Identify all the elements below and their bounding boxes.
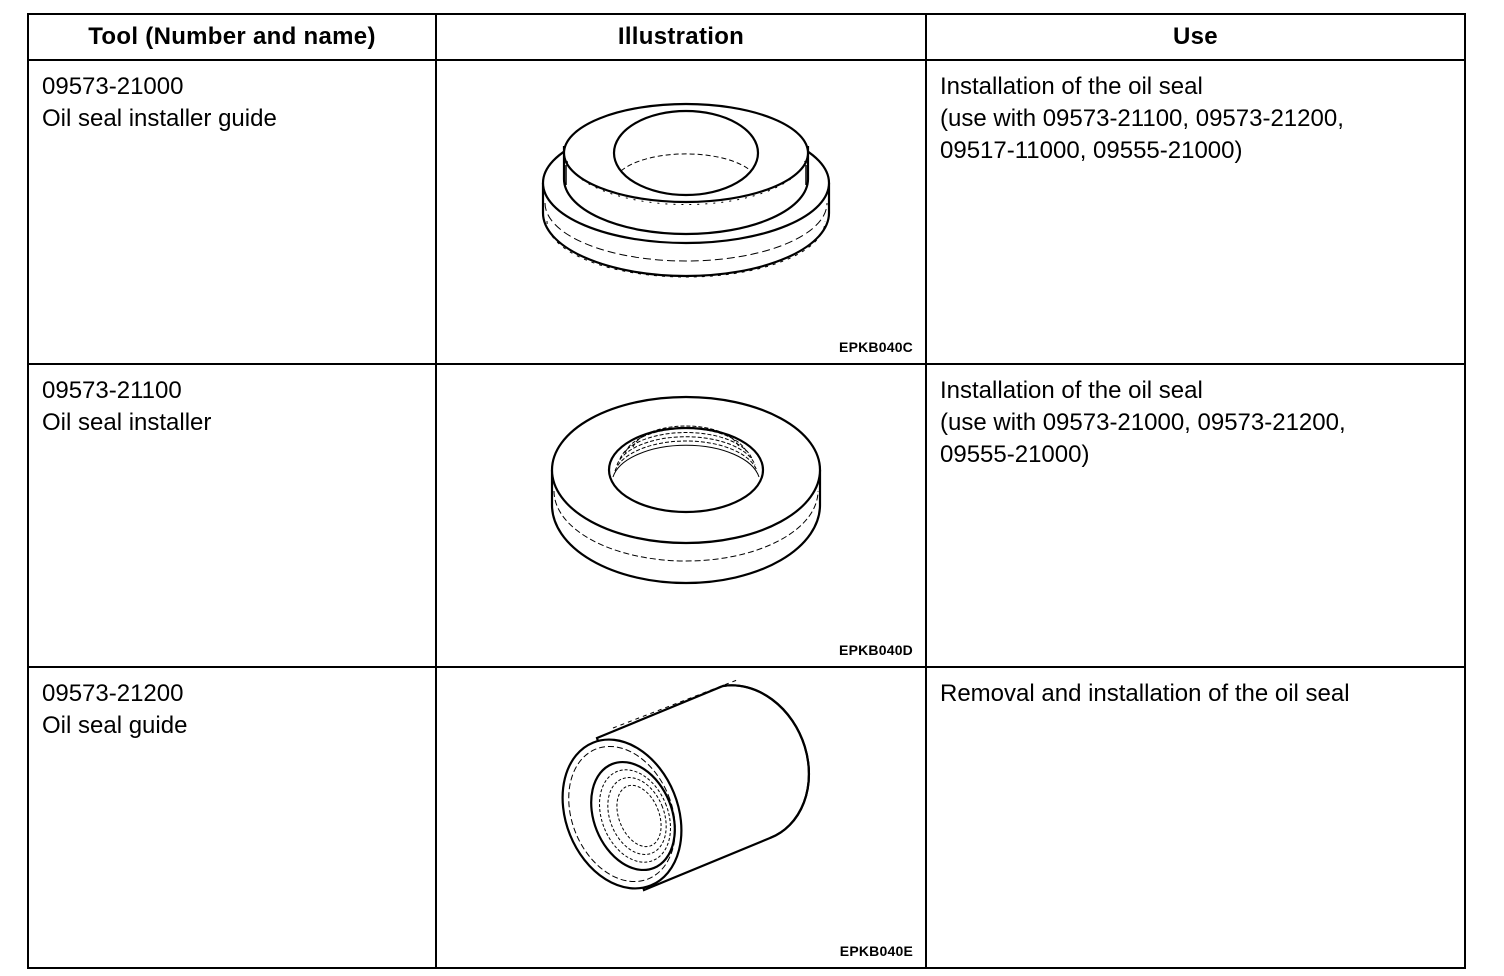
tool-name: Oil seal guide: [42, 712, 188, 739]
use-line: Removal and installation of the oil seal: [940, 680, 1350, 707]
use-cell: [926, 60, 1465, 364]
oil-seal-installer-illustration: [437, 365, 927, 656]
tool-name: Oil seal installer guide: [42, 105, 277, 132]
tool-cell: [28, 60, 436, 364]
header-use: Use: [926, 14, 1465, 60]
tool-number: 09573-21000: [42, 73, 184, 100]
illustration-cell: [436, 364, 926, 667]
use-cell: [926, 667, 1465, 968]
tool-number: 09573-21200: [42, 680, 184, 707]
use-cell: [926, 364, 1465, 667]
illustration-cell: [436, 667, 926, 968]
figure-code: EPKB040C: [839, 339, 913, 355]
header-tool: Tool (Number and name): [28, 14, 436, 60]
table-row: [28, 667, 1465, 968]
tool-number: 09573-21100: [42, 377, 182, 404]
oil-seal-installer-guide-illustration: [437, 61, 927, 353]
header-row: [28, 14, 1465, 60]
table-row: [28, 60, 1465, 364]
special-tools-table: [27, 13, 1466, 969]
use-line: (use with 09573-21100, 09573-21200,: [940, 105, 1344, 132]
figure-code: EPKB040E: [839, 943, 913, 959]
tool-name: Oil seal installer: [42, 409, 212, 436]
tool-cell: [28, 667, 436, 968]
use-line: 09555-21000): [940, 441, 1090, 468]
use-line: Installation of the oil seal: [940, 73, 1203, 100]
tool-cell: [28, 364, 436, 667]
figure-code: EPKB040D: [839, 642, 913, 658]
use-line: Installation of the oil seal: [940, 377, 1203, 404]
illustration-cell: [436, 60, 926, 364]
oil-seal-guide-illustration: [437, 668, 927, 957]
use-line: 09517-11000, 09555-21000): [940, 137, 1243, 164]
header-illustration: Illustration: [436, 14, 926, 60]
table-row: [28, 364, 1465, 667]
use-line: (use with 09573-21000, 09573-21200,: [940, 409, 1346, 436]
